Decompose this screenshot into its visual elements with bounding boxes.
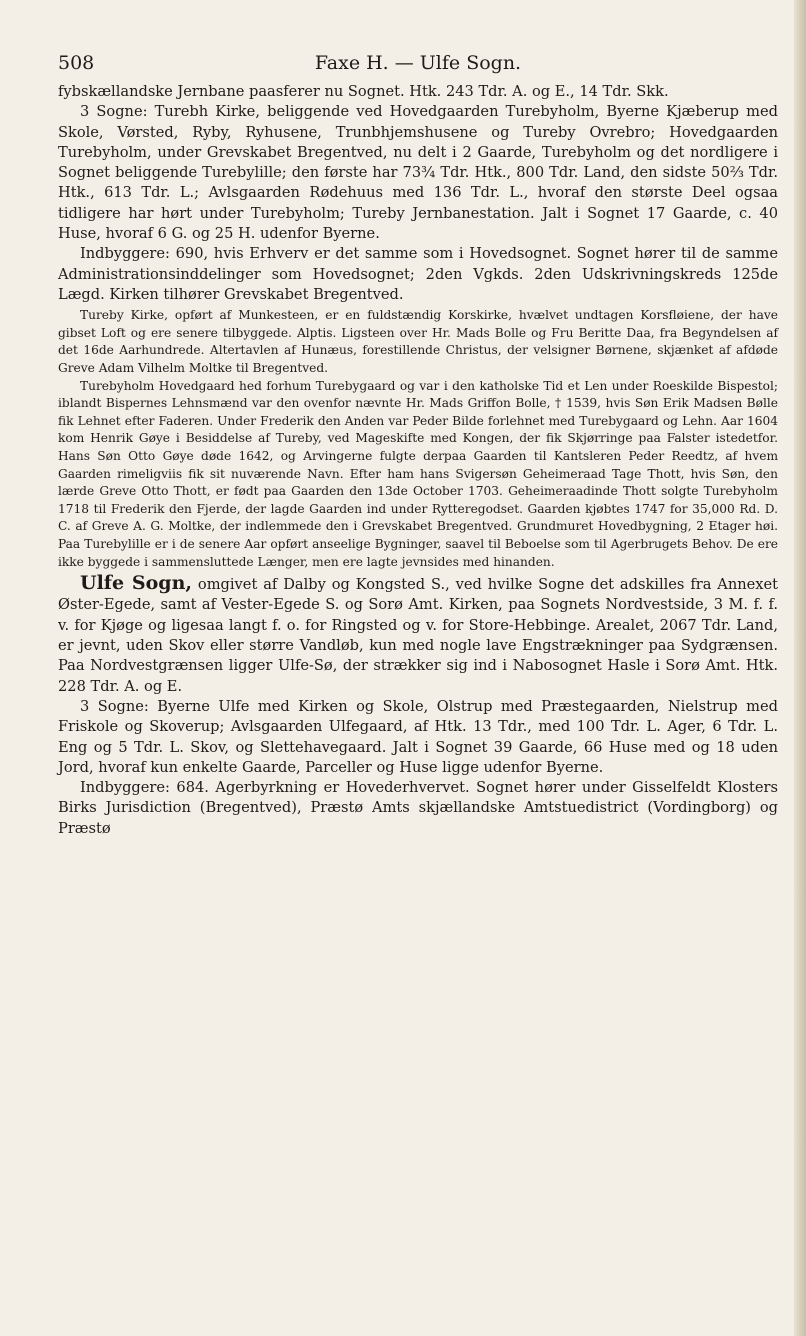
ulfe-text: omgivet af Dalby og Kongsted S., ved hvilke Sogne det adskilles fra Annexet Øster-Egede, samt af Vester-Egede S. og Sorø Amt. Kirken, paa Sognets Nordvestside, 3 M. f. f. v. for Kjøge og ligesaa langt f. o. for Ringsted og v. for Store-Hebbinge. Arealet, 2067 Tdr. Land, er jevnt, uden Skov eller større Vandløb, kun med nogle lave Engstrækninger paa Sydgrænsen. Paa Nordvestgrænsen ligger Ulfe-Sø, der strækker sig ind i Nabosognet Hasle i Sorø Amt. Htk. 228 Tdr. A. og E. [58,576,778,695]
paragraph-ulfe-villages: 3 Sogne: Byerne Ulfe med Kirken og Skole, Olstrup med Præstegaarden, Nielstrup med Friskole og Skoverup; Avlsgaarden Ulfegaard, af Htk. 13 Tdr., med 100 Tdr. L. Ager, 6 Tdr. L. Eng og 5 Tdr. L. Skov, og Slettehavegaard. Jalt i Sognet 39 Gaarde, 66 Huse med og 18 uden Jord, hvoraf kun enkelte Gaarde, Parceller og Huse ligge udenfor Byerne. [58,697,778,776]
ulfe-heading: Ulfe Sogn, [80,572,193,595]
page-header [58,52,778,82]
paragraph-3: Indbyggere: 690, hvis Erhverv er det samme som i Hovedsognet. Sognet hører til de samme Administrationsinddelinger som Hovedsognet; 2den Vgkds. 2den Udskrivningskreds 125de Lægd. Kirken tilhører Grevskabet Bregentved. [58,245,778,303]
paragraph-ulfe-population: Indbyggere: 684. Agerbyrkning er Hovederhvervet. Sognet hører under Gisselfeldt Klosters Birks Jurisdiction (Bregentved), Præstø Amts skjællandske Amtstuedistrict (Vordingborg) og Præstø [58,779,778,837]
page-number: 508 [58,52,95,74]
page-edge [794,0,806,1336]
ulfe-section [58,573,778,697]
paragraph-2: 3 Sogne: Turebh Kirke, beliggende ved Hovedgaarden Turebyholm, Byerne Kjæberup med Skole, Vørsted, Ryby, Ryhusene, Trunbhjemshusene og Tureby Ovrebro; Hovedgaarden Turebyholm, under Grevskabet Bregentved, nu delt i 2 Gaarde, Turebyholm og det nordligere i Sognet beliggende Turebylille; den første har 73¾ Tdr. Htk., 800 Tdr. Land, den sidste 50⅔ Tdr. Htk., 613 Tdr. L.; Avlsgaarden Rødehuus med 136 Tdr. L., hvoraf den største Deel ogsaa tidligere har hørt under Turebyholm; Tureby Jernbanestation. Jalt i Sognet 17 Gaarde, c. 40 Huse, hvoraf 6 G. og 25 H. udenfor Byerne. [58,103,778,243]
note-manor-history: Turebyholm Hovedgaard hed forhum Turebygaard og var i den katholske Tid et Len under Roeskilde Bispestol; iblandt Bispernes Lehnsmænd var den ovenfor nævnte Hr. Mads Griffon Bolle, † 1539, hvis Søn Erik Madsen Bølle fik Lehnet efter Faderen. Under Frederik den Anden var Peder Bilde forlehnet med Turebygaard og Lehn. Aar 1604 kom Henrik Gøye i Besiddelse af Tureby, ved Mageskifte med Kongen, der fik Skjørringe paa Falster istedetfor. Hans Søn Otto Gøye døde 1642, og Arvingerne fulgte derpaa Gaarden til Kantsleren Peder Reedtz, af hvem Gaarden rimeligviis fik sit nuværende Navn. Efter ham hans Svigersøn Geheimeraad Tage Thott, hvis Søn, den lærde Greve Otto Thott, er født paa Gaarden den 13de October 1703. Geheimeraadinde Thott solgte Turebyholm 1718 til Frederik den Fjerde, der lagde Gaarden ind under Rytteregodset. Gaarden kjøbtes 1747 for 35,000 Rd. D. C. af Greve A. G. Moltke, der indlemmede den i Grevskabet Bregentved. Grundmuret Hovedbygning, 2 Etager høi. Paa Turebylille er i de senere Aar opført anseelige Bygninger, saavel til Beboelse som til Agerbrugets Behov. De ere ikke byggede i sammensluttede Længer, men ere lagte jevnsides med hinanden. [58,378,778,569]
document-page [58,52,778,839]
note-church: Tureby Kirke, opført af Munkesteen, er en fuldstændig Korskirke, hvælvet undtagen Korsfløiene, der have gibset Loft og ere senere tilbyggede. Alptis. Ligsteen over Hr. Mads Bolle og Fru Beritte Daa, fra Begyndelsen af det 16de Aarhundrede. Altertavlen af Hunæus, forestillende Christus, der velsigner Børnene, skjænket af afdøde Greve Adam Vilhelm Moltke til Bregentved. [58,308,778,376]
paragraph-1: fybskællandske Jernbane paasferer nu Sognet. Htk. 243 Tdr. A. og E., 14 Tdr. Skk. [58,83,669,100]
running-title: Faxe H. — Ulfe Sogn. [314,52,522,74]
